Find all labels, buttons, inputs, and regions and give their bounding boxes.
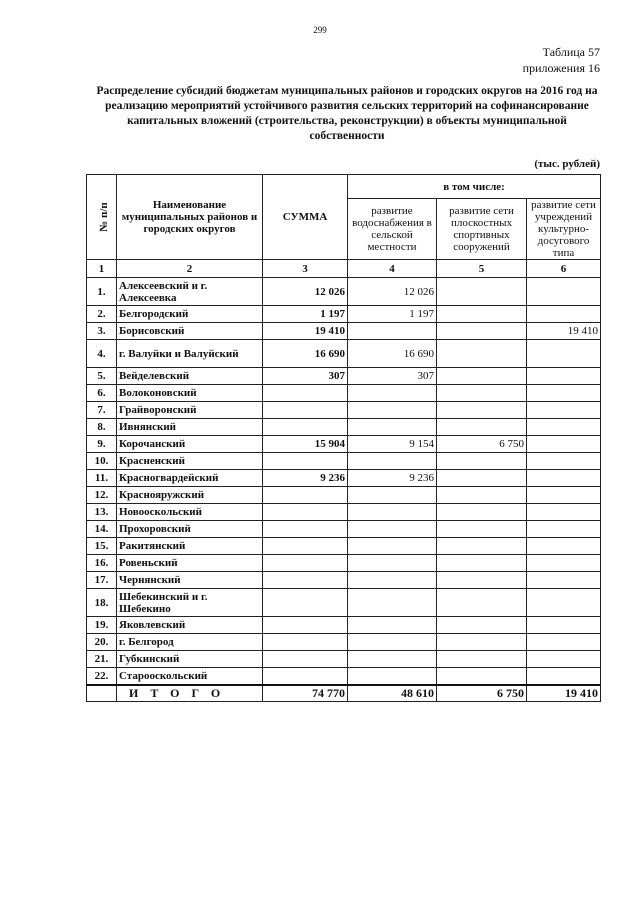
row-sport (437, 402, 527, 419)
table-row (87, 453, 601, 470)
table-row (87, 617, 601, 634)
row-number: 9. (87, 436, 117, 453)
row-number: 12. (87, 487, 117, 504)
table-ref-line2: приложения 16 (522, 61, 600, 75)
row-water (348, 402, 437, 419)
row-water: 12 026 (348, 278, 437, 306)
row-sport (437, 368, 527, 385)
row-culture (527, 470, 601, 487)
row-name: Грайворонский (117, 402, 263, 419)
row-culture (527, 340, 601, 368)
row-number: 15. (87, 538, 117, 555)
row-sum (263, 504, 348, 521)
row-number: 20. (87, 634, 117, 651)
row-name: Алексеевский и г. Алексеевка (117, 278, 263, 306)
row-sum: 16 690 (263, 340, 348, 368)
row-culture (527, 617, 601, 634)
row-water (348, 385, 437, 402)
row-culture (527, 453, 601, 470)
total-water: 48 610 (348, 685, 437, 702)
row-name: Краснояружский (117, 487, 263, 504)
row-name: Яковлевский (117, 617, 263, 634)
row-sport (437, 504, 527, 521)
row-culture (527, 668, 601, 685)
row-sport (437, 668, 527, 685)
row-name: Старооскольский (117, 668, 263, 685)
table-row (87, 419, 601, 436)
row-sum (263, 668, 348, 685)
row-number: 13. (87, 504, 117, 521)
table-row (87, 470, 601, 487)
row-sport (437, 306, 527, 323)
row-sport (437, 555, 527, 572)
row-sport (437, 278, 527, 306)
row-sport: 6 750 (437, 436, 527, 453)
row-name: Чернянский (117, 572, 263, 589)
header-num-text: № п/п (97, 202, 110, 232)
table-row (87, 385, 601, 402)
row-name: г. Валуйки и Валуйский (117, 340, 263, 368)
row-sport (437, 617, 527, 634)
units-label: (тыс. рублей) (534, 158, 600, 170)
header-sum: СУММА (263, 175, 348, 260)
table-row (87, 402, 601, 419)
row-name: Ровеньский (117, 555, 263, 572)
row-number: 5. (87, 368, 117, 385)
table-row (87, 487, 601, 504)
table-row (87, 572, 601, 589)
row-number: 8. (87, 419, 117, 436)
row-number: 7. (87, 402, 117, 419)
row-number: 22. (87, 668, 117, 685)
table-row (87, 521, 601, 538)
row-sum (263, 419, 348, 436)
row-water (348, 572, 437, 589)
row-name: Прохоровский (117, 521, 263, 538)
row-sum (263, 487, 348, 504)
row-culture (527, 436, 601, 453)
row-sport (437, 572, 527, 589)
row-name: Белгородский (117, 306, 263, 323)
total-row (87, 685, 601, 702)
row-number: 17. (87, 572, 117, 589)
row-number: 10. (87, 453, 117, 470)
row-water: 307 (348, 368, 437, 385)
row-culture (527, 385, 601, 402)
row-water (348, 521, 437, 538)
column-number: 3 (263, 260, 348, 278)
document-title: Распределение субсидий бюджетам муниципальных районов и городских округов на 2016 год на реализацию мероприятий устойчивого развития сельских территорий на софинансирование капитальных вложений (строительства, реконструкции) в объекты муниципальной собственности (96, 85, 598, 142)
row-name: Корочанский (117, 436, 263, 453)
row-name: Борисовский (117, 323, 263, 340)
total-culture: 19 410 (527, 685, 601, 702)
table-row (87, 589, 601, 617)
row-culture (527, 278, 601, 306)
row-water (348, 453, 437, 470)
row-sum: 1 197 (263, 306, 348, 323)
row-name: Красногвардейский (117, 470, 263, 487)
table-row (87, 278, 601, 306)
row-sum: 19 410 (263, 323, 348, 340)
header-including: в том числе: (348, 175, 601, 199)
row-sum: 15 904 (263, 436, 348, 453)
table-row (87, 668, 601, 685)
row-name: Ивнянский (117, 419, 263, 436)
row-water (348, 555, 437, 572)
table-row (87, 634, 601, 651)
row-sum (263, 538, 348, 555)
subsidy-table (86, 174, 601, 702)
table-row (87, 504, 601, 521)
row-sum: 307 (263, 368, 348, 385)
table-ref-line1: Таблица 57 (542, 45, 600, 59)
table-row (87, 323, 601, 340)
row-sport (437, 589, 527, 617)
row-sum (263, 402, 348, 419)
row-culture (527, 521, 601, 538)
row-name: Вейделевский (117, 368, 263, 385)
row-culture (527, 589, 601, 617)
row-water (348, 323, 437, 340)
total-sport: 6 750 (437, 685, 527, 702)
table-row (87, 368, 601, 385)
row-water (348, 487, 437, 504)
total-num-cell (87, 685, 117, 702)
page-number: 299 (313, 25, 327, 35)
row-sum (263, 385, 348, 402)
row-water: 9 154 (348, 436, 437, 453)
row-sport (437, 487, 527, 504)
header-water: развитие водоснабжения в сельской местности (348, 199, 437, 260)
row-name: Ракитянский (117, 538, 263, 555)
header-sport: развитие сети плоскостных спортивных сооружений (437, 199, 527, 260)
row-number: 6. (87, 385, 117, 402)
row-sport (437, 323, 527, 340)
column-number: 6 (527, 260, 601, 278)
column-number: 4 (348, 260, 437, 278)
row-culture (527, 306, 601, 323)
table-row (87, 436, 601, 453)
column-number: 2 (117, 260, 263, 278)
table-body (87, 278, 601, 685)
row-water: 9 236 (348, 470, 437, 487)
row-water (348, 504, 437, 521)
row-water (348, 617, 437, 634)
row-water (348, 538, 437, 555)
total-sum: 74 770 (263, 685, 348, 702)
column-number: 1 (87, 260, 117, 278)
table-row (87, 555, 601, 572)
row-name: Новооскольский (117, 504, 263, 521)
row-water (348, 634, 437, 651)
row-sum (263, 453, 348, 470)
row-sum: 9 236 (263, 470, 348, 487)
row-number: 11. (87, 470, 117, 487)
row-name: Волоконовский (117, 385, 263, 402)
row-culture (527, 634, 601, 651)
row-culture (527, 402, 601, 419)
row-culture (527, 651, 601, 668)
row-culture (527, 555, 601, 572)
row-culture (527, 368, 601, 385)
row-sum (263, 555, 348, 572)
table-row (87, 651, 601, 668)
header-num (87, 175, 117, 260)
row-water: 16 690 (348, 340, 437, 368)
row-number: 21. (87, 651, 117, 668)
table-row (87, 538, 601, 555)
row-water (348, 668, 437, 685)
row-water (348, 651, 437, 668)
row-sport (437, 453, 527, 470)
row-number: 3. (87, 323, 117, 340)
row-water: 1 197 (348, 306, 437, 323)
row-sport (437, 340, 527, 368)
row-number: 19. (87, 617, 117, 634)
row-sport (437, 521, 527, 538)
row-number: 1. (87, 278, 117, 306)
table-reference (523, 44, 600, 76)
row-number: 14. (87, 521, 117, 538)
row-water (348, 589, 437, 617)
row-number: 16. (87, 555, 117, 572)
row-culture (527, 538, 601, 555)
row-name: Красненский (117, 453, 263, 470)
row-number: 18. (87, 589, 117, 617)
row-culture (527, 419, 601, 436)
row-culture (527, 487, 601, 504)
row-name: Шебекинский и г. Шебекино (117, 589, 263, 617)
row-sport (437, 385, 527, 402)
total-label: ИТОГО (117, 685, 263, 702)
row-sport (437, 419, 527, 436)
table-row (87, 340, 601, 368)
row-number: 4. (87, 340, 117, 368)
row-sum (263, 651, 348, 668)
row-sport (437, 651, 527, 668)
row-water (348, 419, 437, 436)
row-name: Губкинский (117, 651, 263, 668)
column-number: 5 (437, 260, 527, 278)
row-sum (263, 634, 348, 651)
row-sum (263, 617, 348, 634)
row-sum: 12 026 (263, 278, 348, 306)
table-row (87, 306, 601, 323)
row-culture (527, 572, 601, 589)
row-sport (437, 470, 527, 487)
row-sum (263, 572, 348, 589)
row-culture (527, 504, 601, 521)
row-sport (437, 538, 527, 555)
row-name: г. Белгород (117, 634, 263, 651)
header-name: Наименование муниципальных районов и городских округов (117, 175, 263, 260)
row-sport (437, 634, 527, 651)
row-sum (263, 589, 348, 617)
row-number: 2. (87, 306, 117, 323)
header-culture: развитие сети учреждений культурно-досугового типа (527, 199, 601, 260)
row-culture: 19 410 (527, 323, 601, 340)
row-sum (263, 521, 348, 538)
